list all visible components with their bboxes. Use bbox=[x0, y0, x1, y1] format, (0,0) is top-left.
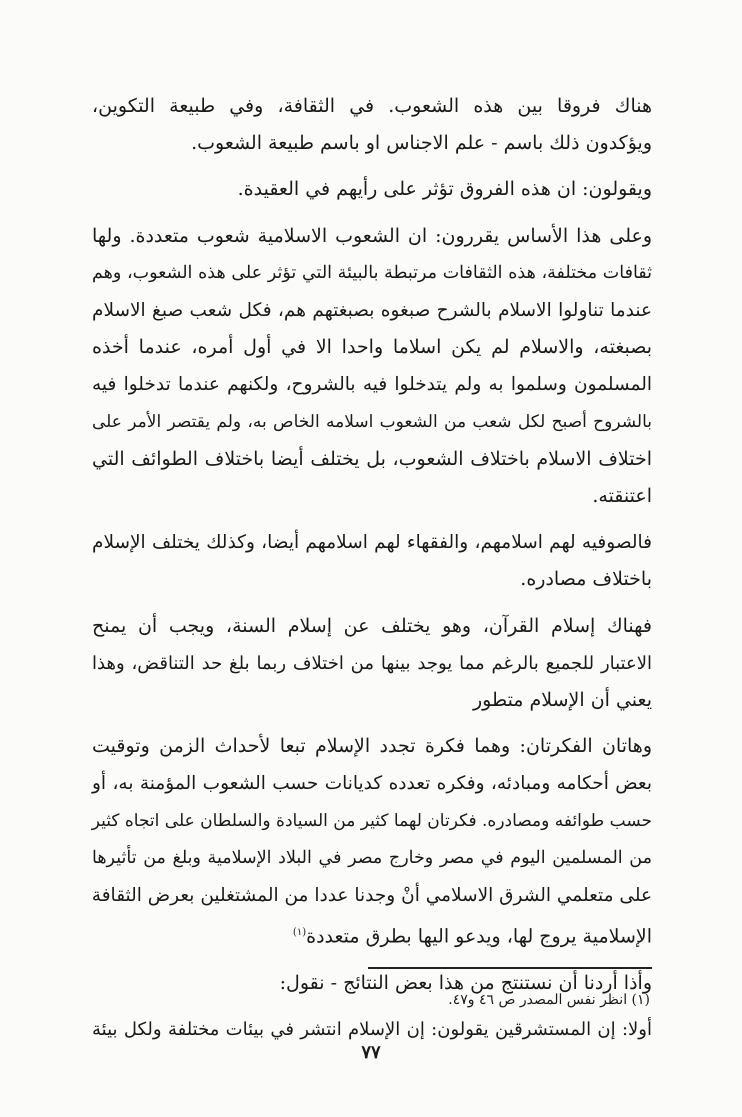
text-line: ويقولون: ان هذه الفروق تؤثر على رأيهم في العقيدة. bbox=[237, 178, 652, 201]
text-line: اعتنقته. bbox=[592, 485, 652, 508]
footnote-divider bbox=[368, 967, 652, 969]
text-line: باختلاف مصادره. bbox=[520, 568, 652, 591]
text-line: المسلمون وسلموا به ولم يتدخلوا فيه بالشروح، ولكنهم عندما تدخلوا فيه bbox=[92, 374, 652, 396]
text-line: بالشروح أصبح لكل شعب من الشعوب اسلامه الخاص به، ولم يقتصر الأمر على bbox=[92, 411, 652, 432]
paragraph bbox=[92, 171, 652, 208]
text-line: اختلاف الاسلام باختلاف الشعوب، بل يختلف أيضا باختلاف الطوائف التي bbox=[92, 447, 652, 470]
text-line: وعلى هذا الأساس يقررون: ان الشعوب الاسلامية شعوب متعددة. ولها bbox=[92, 224, 652, 247]
page-number: ٧٧ bbox=[361, 1042, 381, 1063]
text-line bbox=[92, 914, 652, 956]
text-line: فالصوفيه لهم اسلامهم، والفقهاء لهم اسلامهم أيضا، وكذلك يختلف الإسلام bbox=[92, 532, 652, 554]
text-line: الاعتبار للجميع بالرغم مما يوجد بينها من اختلاف ربما بلغ حد التناقض، وهذا bbox=[92, 652, 652, 674]
text-line: يعني أن الإسلام متطور bbox=[473, 689, 652, 712]
paragraph bbox=[92, 728, 652, 956]
text-line-content: الإسلامية يروج لها، ويدعو اليها بطرق متعددة bbox=[306, 925, 652, 948]
text-line: وأذا أردنا أن نستنتج من هذا بعض النتائج - نقول: bbox=[279, 971, 652, 994]
page-body bbox=[92, 88, 652, 1057]
paragraph bbox=[92, 608, 652, 720]
paragraph bbox=[92, 218, 652, 516]
footnote-reference: (١) bbox=[292, 927, 307, 939]
paragraph bbox=[92, 88, 652, 162]
text-line: ثقافات مختلفة، هذه الثقافات مرتبطة بالبيئة التي تؤثر على هذه الشعوب، وهم bbox=[92, 262, 652, 283]
text-line: بعض أحكامه ومبادئه، وفكره تعدده كديانات حسب الشعوب المؤمنة به، أو bbox=[92, 773, 652, 795]
text-line: بصبغته، والاسلام لم يكن اسلاما واحدا الا في أول أمره، عندما أخذه bbox=[92, 336, 652, 359]
text-line: وهاتان الفكرتان: وهما فكرة تجدد الإسلام تبعا لأحداث الزمن وتوقيت bbox=[92, 735, 652, 758]
text-line: عندما تناولوا الاسلام بالشرح صبغوه بصبغتهم هم، فكل شعب صبغ الاسلام bbox=[92, 300, 652, 322]
text-line: ويؤكدون ذلك باسم - علم الاجناس او باسم طبيعة الشعوب. bbox=[191, 132, 652, 155]
paragraph bbox=[92, 524, 652, 598]
text-line: فهناك إسلام القرآن، وهو يختلف عن إسلام السنة، ويجب أن يمنح bbox=[92, 614, 652, 637]
text-line: أولا: إن المستشرقين يقولون: إن الإسلام انتشر في بيئات مختلفة ولكل بيئة bbox=[92, 1019, 652, 1040]
footnote: (١) انظر نفس المصدر ص ٤٦ و٤٧. bbox=[448, 992, 650, 1008]
text-line: هناك فروقا بين هذه الشعوب. في الثقافة، وفي طبيعة التكوين، bbox=[92, 95, 652, 117]
text-line: حسب طوائفه ومصادره. فكرتان لهما كثير من السيادة والسلطان على اتجاه كثير bbox=[91, 810, 652, 831]
text-line: من المسلمين اليوم في مصر وخارج مصر في البلاد الإسلامية وبلغ من تأثيرها bbox=[92, 847, 652, 868]
text-line: على متعلمي الشرق الاسلامي أنْ وجدنا عددا من المشتغلين بعرض الثقافة bbox=[91, 885, 652, 907]
